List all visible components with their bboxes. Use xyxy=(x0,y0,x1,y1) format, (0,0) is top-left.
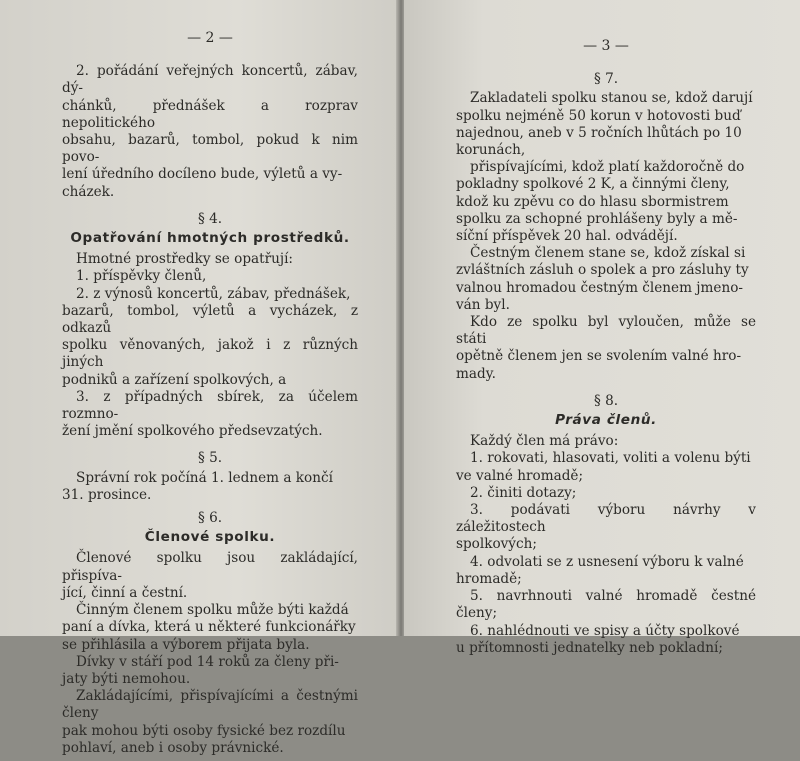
intro-paragraph xyxy=(62,63,358,201)
text-line: opětně členem jen se svolením valné hro- xyxy=(456,348,742,365)
section-8-body xyxy=(456,433,756,657)
text-line: zvláštních zásluh o spolek a pro zásluhy ty xyxy=(456,262,749,279)
text-line: bazarů, tombol, výletů a vycházek, z odkazů xyxy=(62,302,358,337)
section-6-title: Členové spolku. xyxy=(144,529,276,546)
text-line: najednou, aneb v 5 ročních lhůtách po 10 xyxy=(456,124,742,141)
text-line: u přítomnosti jednatelky neb pokladní; xyxy=(456,639,723,656)
section-4-title: Opatřování hmotných prostředků. xyxy=(70,230,350,247)
section-8-number: § 8. xyxy=(593,392,619,409)
section-6-number: § 6. xyxy=(197,510,223,527)
text-line: se přihlásila a výborem přijata byla. xyxy=(62,636,310,653)
text-line: 4. odvolati se z usnesení výboru k valné xyxy=(470,553,744,570)
text-line: 2. pořádání veřejných koncertů, zábav, dý- xyxy=(62,63,358,97)
text-line: přispívajícími, kdož platí každoročně do xyxy=(470,159,745,176)
section-8-title: Práva členů. xyxy=(555,412,657,429)
text-line: 3. podávati výboru návrhy v záležitostech xyxy=(456,502,756,536)
text-line: pokladny spolkové 2 K, a činnými členy, xyxy=(456,176,730,193)
section-5-number: § 5. xyxy=(197,450,223,467)
text-line: hromadě; xyxy=(456,570,522,587)
text-line: Hmotné prostředky se opatřují: xyxy=(76,251,294,268)
text-line: Činným členem spolku může býti každá xyxy=(76,602,349,619)
page-number-right: — 3 — xyxy=(583,38,629,54)
text-line: Každý člen má právo: xyxy=(470,433,619,450)
text-line: ve valné hromadě; xyxy=(456,467,584,484)
text-line: korunách, xyxy=(456,142,526,159)
text-line: cházek. xyxy=(62,183,115,200)
text-line: 2. z výnosů koncertů, zábav, přednášek, xyxy=(76,285,351,302)
text-line: spolku nejméně 50 korun v hotovosti buď xyxy=(456,107,741,124)
text-line: Zakládajícími, přispívajícími a čestnými členy xyxy=(62,688,358,722)
text-line: mady. xyxy=(456,365,496,382)
section-5-body xyxy=(62,470,358,504)
section-6-body xyxy=(62,550,358,756)
text-line: spolku věnovaných, jakož i z různých jiných xyxy=(62,337,358,371)
text-line: jaty býti nemohou. xyxy=(62,670,191,687)
text-line: valnou hromadou čestným členem jmeno- xyxy=(456,279,743,296)
text-line: Čestným členem stane se, kdož získal si xyxy=(470,245,746,262)
text-line: jící, činní a čestní. xyxy=(62,584,188,601)
page-number-left: — 2 — xyxy=(187,30,233,46)
text-line: Správní rok počíná 1. lednem a končí xyxy=(76,469,333,486)
text-line: síční příspěvek 20 hal. odvádějí. xyxy=(456,228,678,245)
text-line: spolkových; xyxy=(456,536,537,553)
text-line: podniků a zařízení spolkových, a xyxy=(62,371,287,388)
left-page-text xyxy=(62,30,358,761)
right-page xyxy=(404,0,800,656)
text-line: 3. z případných sbírek, za účelem rozmno- xyxy=(62,388,358,423)
text-line: žení jmění spolkového předsevzatých. xyxy=(62,423,323,440)
section-4-body xyxy=(62,251,358,440)
text-line: Kdo ze spolku byl vyloučen, může se státi xyxy=(456,314,756,348)
text-line: 5. navrhnouti valné hromadě čestné členy; xyxy=(456,588,756,622)
text-line: 2. činiti dotazy; xyxy=(470,484,577,501)
text-line: paní a dívka, která u některé funkcionářky xyxy=(62,619,356,636)
section-4-number: § 4. xyxy=(197,210,223,227)
text-line: pak mohou býti osoby fysické bez rozdílu xyxy=(62,722,346,739)
text-line: 31. prosince. xyxy=(62,486,152,503)
left-page xyxy=(0,0,398,756)
text-line: kdož ku zpěvu co do hlasu sbormistrem xyxy=(456,193,729,210)
text-line: 1. rokovati, hlasovati, voliti a volenu býti xyxy=(470,450,751,467)
text-line: Členové spolku jsou zakládající, přispíva- xyxy=(62,550,358,584)
text-line: pohlaví, aneb i osoby právnické. xyxy=(62,739,284,756)
right-page-text xyxy=(456,38,756,661)
text-line: lení úředního docíleno bude, výletů a vy- xyxy=(62,166,343,183)
text-line: chánků, přednášek a rozprav nepolitického xyxy=(62,97,358,131)
section-7-body xyxy=(456,90,756,382)
text-line: Zakladateli spolku stanou se, kdož darují xyxy=(470,90,753,107)
text-line: 6. nahlédnouti ve spisy a účty spolkové xyxy=(470,622,740,639)
text-line: 1. příspěvky členů, xyxy=(76,268,207,285)
section-7-number: § 7. xyxy=(593,71,619,88)
text-line: Dívky v stáří pod 14 roků za členy při- xyxy=(76,653,339,670)
text-line: spolku za schopné prohlášeny byly a mě- xyxy=(456,210,738,227)
text-line: obsahu, bazarů, tombol, pokud k nim povo- xyxy=(62,132,358,166)
text-line: ván byl. xyxy=(456,296,510,313)
